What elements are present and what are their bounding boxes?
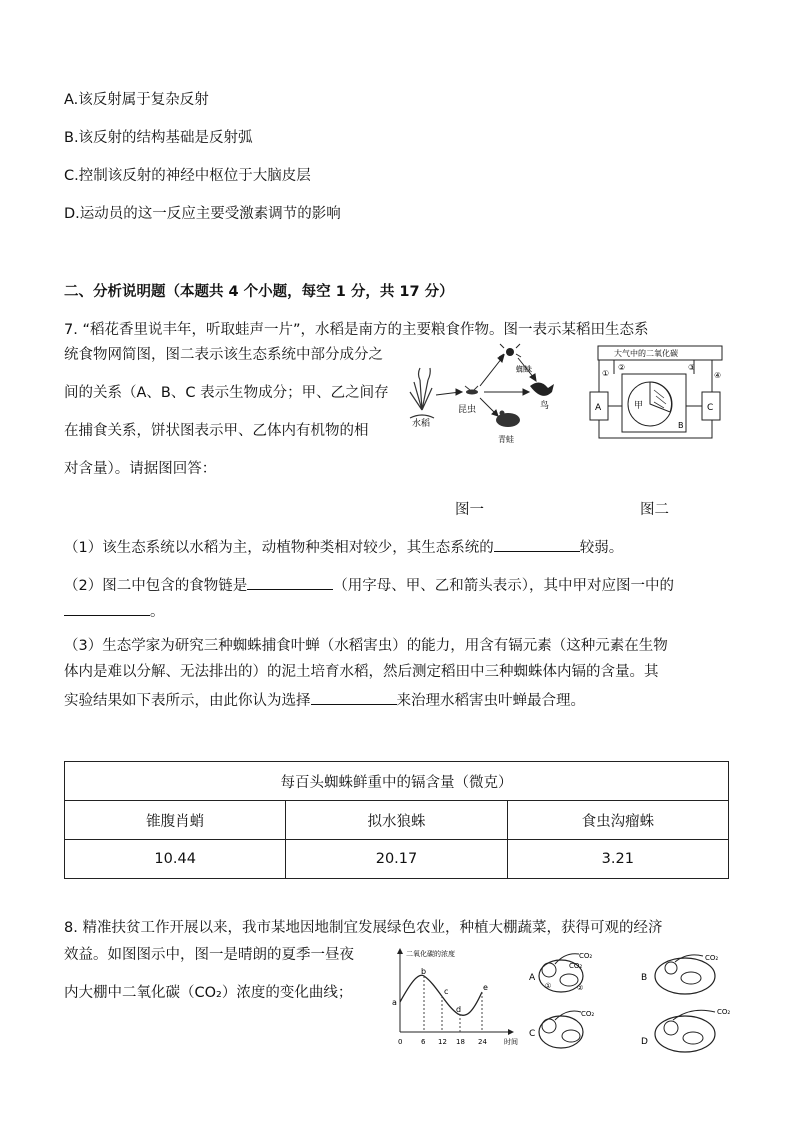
option-a: A.该反射属于复杂反射 (64, 92, 209, 108)
q7-sub3-text: 实验结果如下表所示，由此你认为选择 (64, 693, 311, 709)
cell-a-label: A (529, 973, 536, 983)
figure-one-label: 图一 (455, 502, 484, 518)
q7-sub3-line2: 体内是难以分解、无法排出的）的泥土培育水稻，然后测定稻田中三种蜘蛛体内镉的含量。其 (64, 664, 659, 680)
q8-line1: 8. 精准扶贫工作开展以来，我市某地因地制宜发展绿色农业，种植大棚蔬菜，获得可观的经济 (64, 920, 663, 936)
organelle-2-label: ② (577, 984, 584, 992)
insect-icon (465, 386, 478, 395)
point-c: c (444, 987, 449, 996)
cell-diagram-b (641, 954, 718, 994)
frog-label: 青蛙 (498, 435, 514, 444)
q7-line1: 7. “稻花香里说丰年，听取蛙声一片”，水稻是南方的主要粮食作物。图一表示某稻田生态系 (64, 322, 649, 338)
frog-icon (496, 411, 520, 428)
cell-diagram-c (529, 1010, 594, 1048)
q7-sub2-cont (64, 600, 165, 622)
point-a: a (392, 998, 397, 1007)
rice-icon (410, 368, 434, 418)
arrow-3-label: ③ (688, 363, 696, 372)
figure-two-label: 图二 (640, 502, 669, 518)
cell-d-label: D (641, 1037, 648, 1047)
co2-label: CO₂ (579, 952, 593, 960)
insect-label: 昆虫 (458, 405, 477, 415)
cell-diagram-a (529, 952, 592, 992)
tick-label: 0 (398, 1038, 403, 1046)
q8-line2: 效益。如图图示中，图一是晴朗的夏季一昼夜 (64, 947, 354, 963)
arrow-1-label: ① (602, 369, 610, 378)
q7-sub2 (64, 574, 674, 596)
q7-line5: 对含量）。请据图回答： (64, 461, 217, 477)
section-title: 二、分析说明题（本题共 4 个小题，每空 1 分，共 17 分） (64, 284, 454, 300)
atmosphere-label: 大气中的二氧化碳 (614, 349, 678, 358)
q7-sub3-line1: （3）生态学家为研究三种蜘蛛捕食叶蝉（水稻害虫）的能力，用含有镉元素（这种元素在生物 (64, 638, 668, 654)
graph-xlabel: 时间 (504, 1038, 518, 1046)
box-b-label: B (678, 421, 684, 430)
q7-sub1-end: 较弱。 (579, 540, 624, 556)
column-header: 食虫沟瘤蛛 (507, 801, 728, 840)
figure-two-carbon-cycle (584, 344, 734, 444)
answer-blank-3[interactable] (64, 600, 150, 616)
bird-icon (530, 382, 554, 395)
table-cell: 10.44 (65, 840, 286, 879)
answer-blank-4[interactable] (311, 689, 397, 705)
graph-ylabel: 二氧化碳的浓度 (406, 950, 455, 958)
co2-label: CO₂ (705, 954, 719, 962)
cell-diagram-d (641, 1008, 730, 1052)
option-d: D.运动员的这一反应主要受激素调节的影响 (64, 206, 341, 222)
tick-label: 6 (421, 1038, 426, 1046)
bird-label: 鸟 (540, 401, 550, 411)
q7-sub3-end: 来治理水稻害虫叶蝉最合理。 (396, 693, 585, 709)
q7-line2: 统食物网简图，图二表示该生态系统中部分成分之 (64, 347, 383, 363)
co2-label: CO₂ (717, 1008, 731, 1016)
tick-label: 18 (456, 1038, 465, 1046)
q7-sub2-end: 。 (150, 604, 165, 620)
cell-b-label: B (641, 973, 648, 983)
table-row (65, 840, 729, 879)
table-header: 每百头蜘蛛鲜重中的镉含量（微克） (65, 762, 729, 801)
q7-line3: 间的关系（A、B、C 表示生物成分；甲、乙之间存 (64, 385, 389, 401)
cell-c-label: C (529, 1029, 536, 1039)
q7-sub1-text: （1）该生态系统以水稻为主，动植物种类相对较少，其生态系统的 (64, 540, 494, 556)
q7-sub1 (64, 536, 623, 558)
table-row (65, 801, 729, 840)
cadmium-table (64, 761, 729, 879)
tick-label: 24 (478, 1038, 487, 1046)
column-header: 拟水狼蛛 (286, 801, 507, 840)
jia-label: 甲 (634, 401, 644, 411)
spider-label: 蜘蛛 (516, 365, 532, 374)
point-e: e (483, 983, 488, 992)
rice-label: 水稻 (412, 419, 431, 429)
q7-sub3-line3 (64, 689, 585, 711)
table-cell: 3.21 (507, 840, 728, 879)
point-d: d (456, 1005, 462, 1014)
box-c-label: C (707, 403, 714, 413)
organelle-1-label: ① (545, 982, 552, 990)
q7-line4: 在捕食关系，饼状图表示甲、乙体内有机物的相 (64, 423, 369, 439)
tick-label: 12 (438, 1038, 447, 1046)
answer-blank-2[interactable] (247, 574, 333, 590)
cell-diagrams (525, 948, 740, 1060)
co2-label: CO₂ (581, 1010, 595, 1018)
answer-blank-1[interactable] (494, 536, 580, 552)
box-a-label: A (595, 403, 602, 413)
co2-label: CO₂ (569, 962, 583, 970)
spider-icon (499, 344, 521, 357)
figure-one-food-web (400, 340, 580, 450)
table-cell: 20.17 (286, 840, 507, 879)
point-b: b (421, 967, 427, 976)
co2-curve-graph (392, 944, 520, 1052)
arrow-4-label: ④ (714, 371, 722, 380)
q8-line3: 内大棚中二氧化碳（CO₂）浓度的变化曲线； (64, 985, 353, 1001)
option-b: B.该反射的结构基础是反射弧 (64, 130, 253, 146)
column-header: 锥腹肖蛸 (65, 801, 286, 840)
arrow-2-label: ② (618, 363, 626, 372)
q7-sub2-text: （2）图二中包含的食物链是 (64, 578, 248, 594)
option-c: C.控制该反射的神经中枢位于大脑皮层 (64, 168, 311, 184)
q7-sub2-mid: （用字母、甲、乙和箭头表示），其中甲对应图一中的 (333, 578, 674, 594)
